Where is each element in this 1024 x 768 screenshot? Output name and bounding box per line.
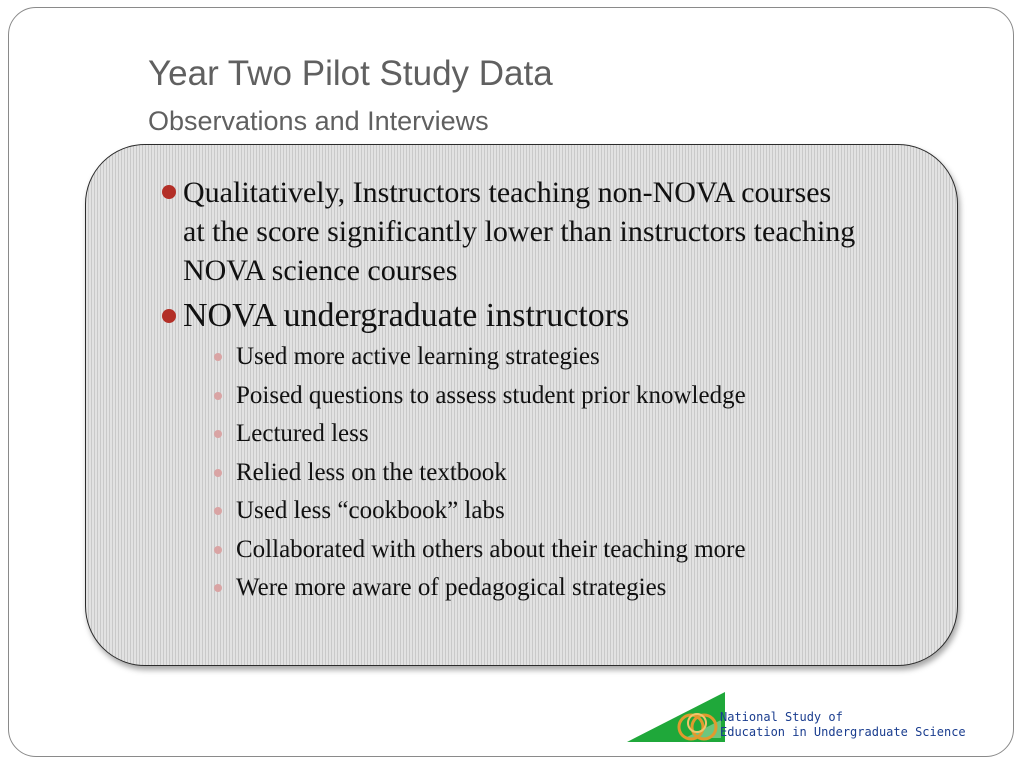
bullet-dot-icon	[162, 185, 176, 199]
sub-bullet-dot-icon	[214, 430, 222, 438]
sub-bullet-dot-icon	[214, 507, 222, 515]
sub-bullet-list	[183, 338, 860, 608]
sub-bullet-item	[183, 415, 860, 454]
logo-text	[720, 710, 966, 740]
sub-bullet-item	[183, 569, 860, 608]
sub-bullet-dot-icon	[214, 353, 222, 361]
bullet-dot-icon	[162, 309, 176, 323]
bullet-text: Qualitatively, Instructors teaching non-NOVA courses at the score significantly lower than instructors teaching NOVA science courses	[183, 176, 856, 287]
logo-line-2: Education in Undergraduate Science	[720, 725, 966, 739]
sub-bullet-item	[183, 377, 860, 416]
sub-bullet-text: Poised questions to assess student prior knowledge	[236, 381, 746, 409]
sub-bullet-dot-icon	[214, 469, 222, 477]
sub-bullet-dot-icon	[214, 584, 222, 592]
bullet-item	[160, 173, 860, 290]
bullet-text: NOVA undergraduate instructors	[183, 297, 630, 334]
sub-bullet-text: Were more aware of pedagogical strategies	[236, 574, 667, 601]
sub-bullet-text: Collaborated with others about their teaching more	[236, 535, 746, 563]
slide-title: Year Two Pilot Study Data	[148, 54, 553, 93]
logo-line-1: National Study of	[720, 710, 843, 724]
sub-bullet-text: Relied less on the textbook	[236, 458, 507, 486]
slide-subtitle: Observations and Interviews	[148, 106, 489, 136]
sub-bullet-item	[183, 492, 860, 531]
sub-bullet-item	[183, 454, 860, 493]
sub-bullet-item	[183, 338, 860, 377]
bullet-list	[160, 173, 860, 608]
sub-bullet-text: Used more active learning strategies	[236, 343, 600, 370]
sub-bullet-text: Lectured less	[236, 420, 369, 447]
sub-bullet-dot-icon	[214, 546, 222, 554]
bullet-item	[160, 294, 860, 608]
sub-bullet-dot-icon	[214, 392, 222, 400]
sub-bullet-text: Used less “cookbook” labs	[236, 497, 505, 524]
sub-bullet-item	[183, 531, 860, 570]
